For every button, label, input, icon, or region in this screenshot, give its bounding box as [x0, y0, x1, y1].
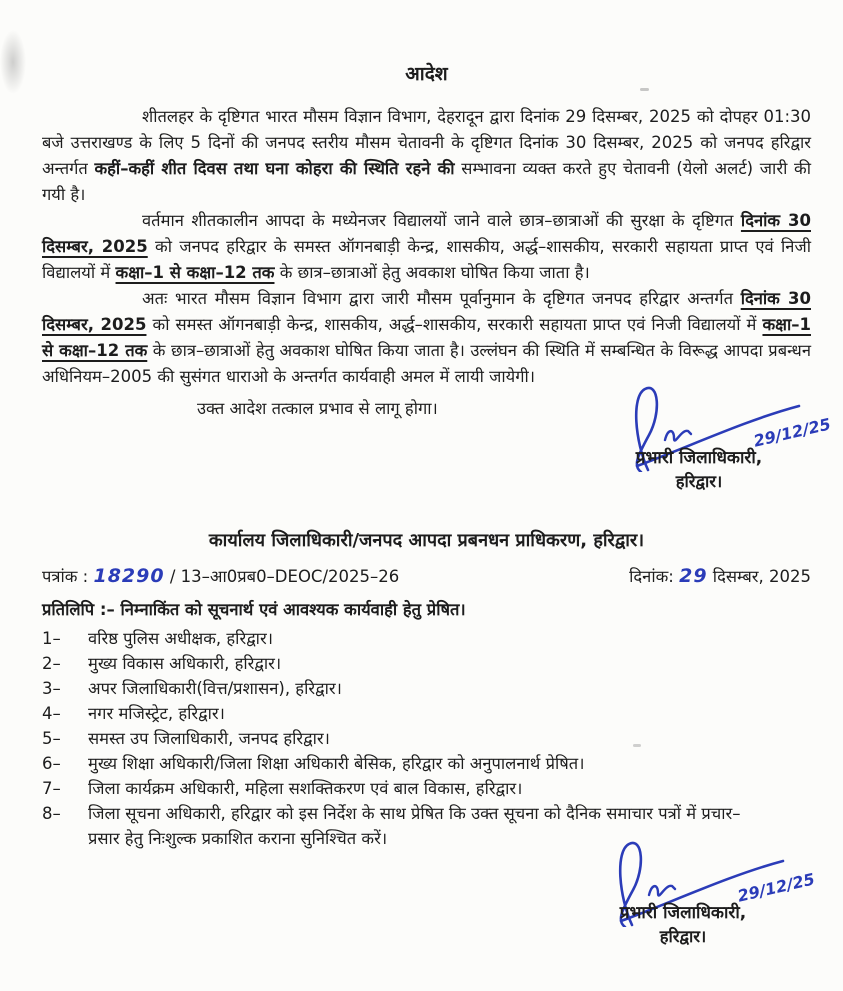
para3-text: अतः भारत मौसम विज्ञान विभाग द्वारा जारी मौसम पूर्वानुमान के दृष्टिगत जनपद हरिद्वार अन्तर्गत: [142, 289, 741, 308]
list-item: [42, 751, 811, 776]
letter-number-suffix: / 13–आ0प्रब0–DEOC/2025–26: [169, 567, 400, 586]
para3-text-mid: को समस्त ऑगनबाड़ी केन्द्र, शासकीय, अर्द्ध–शासकीय, सरकारी सहायता प्राप्त एवं निजी विद्यालयों में: [146, 315, 763, 334]
item-text: नगर मजिस्ट्रेट, हरिद्वार।: [88, 704, 225, 723]
letter-date-group: [629, 563, 811, 590]
office-heading: कार्यालय जिलाधिकारी/जनपद आपदा प्रबनधन प्राधिकरण, हरिद्वार।: [208, 530, 645, 551]
handwritten-letter-day: 29: [679, 565, 708, 587]
signatory-place: हरिद्वार।: [675, 472, 723, 491]
list-item: [42, 651, 811, 676]
item-text: समस्त उप जिलाधिकारी, जनपद हरिद्वार।: [88, 729, 330, 748]
document-title: आदेश: [405, 63, 448, 85]
list-item: [42, 776, 811, 801]
letter-number-group: [42, 563, 399, 590]
item-text: जिला सूचना अधिकारी, हरिद्वार को इस निर्देश के साथ प्रेषित कि उक्त सूचना को दैनिक समाचार पत्रों में प्रचार–प्रसार हेतु निःशुल्क प्रकाशित कराना सुनिश्चित करें।: [88, 804, 741, 848]
letter-number-label: पत्रांक :: [42, 567, 89, 586]
list-item: [42, 676, 811, 701]
paragraph-holiday-declaration: [42, 208, 811, 286]
reference-row: [42, 563, 811, 590]
signature-block-top: [573, 380, 833, 494]
closing-line: उक्त आदेश तत्काल प्रभाव से लागू होगा।: [197, 399, 438, 418]
closing-and-signature-row: [42, 396, 833, 514]
item-number: 5–: [42, 729, 61, 748]
signature-block-bottom: [557, 835, 817, 949]
para2-underlined-date: दिनांक 30 दिसम्बर, 2025: [42, 211, 811, 256]
handwritten-signature-date: 29/12/25: [735, 869, 817, 906]
para2-text-end: के छात्र–छात्राओं हेतु अवकाश घोषित किया जाता है।: [274, 263, 590, 282]
item-text: अपर जिलाधिकारी(वित्त/प्रशासन), हरिद्वार।: [88, 679, 342, 698]
item-number: 6–: [42, 754, 61, 773]
scan-artifact: [640, 88, 649, 91]
para2-text: वर्तमान शीतकालीन आपदा के मध्येनजर विद्यालयों जाने वाले छात्र–छात्राओं की सुरक्षा के दृष्टिगत: [142, 211, 741, 230]
handwritten-signature-date: 29/12/25: [751, 414, 833, 451]
letter-date-text: दिसम्बर, 2025: [712, 567, 811, 586]
item-text: वरिष्ठ पुलिस अधीक्षक, हरिद्वार।: [88, 629, 273, 648]
list-item: [42, 626, 811, 651]
item-text: मुख्य शिक्षा अधिकारी/जिला शिक्षा अधिकारी बेसिक, हरिद्वार को अनुपालनार्थ प्रेषित।: [88, 754, 585, 773]
signatory-place: हरिद्वार।: [659, 927, 707, 946]
item-number: 8–: [42, 804, 61, 823]
item-text: मुख्य विकास अधिकारी, हरिद्वार।: [88, 654, 282, 673]
para3-text-end: के छात्र–छात्राओं हेतु अवकाश घोषित किया जाता है। उल्लंघन की स्थिति में सम्बन्धित के विरूद्ध आपदा प्रबन्धन अधिनियम–2005 की सुसंगत धाराओ के अन्तर्गत कार्यवाही अमल में लायी जायेगी।: [42, 341, 811, 386]
para2-underlined-classes: कक्षा–1 से कक्षा–12 तक: [115, 263, 275, 282]
signatory-designation: प्रभारी जिलाधिकारी,: [635, 448, 763, 468]
paragraph-order-and-penalty: [42, 286, 811, 390]
copy-to-intro: प्रतिलिपि :– निम्नाकिंत को सूचनार्थ एवं आवश्यक कार्यवाही हेतु प्रेषित।: [42, 600, 466, 619]
copy-to-list: [42, 626, 811, 851]
para3-underlined-classes: कक्षा–1 से कक्षा–12 तक: [42, 315, 811, 360]
para1-text: शीतलहर के दृष्टिगत भारत मौसम विज्ञान विभाग, देहरादून द्वारा दिनांक 29 दिसम्बर, 2025 को दोपहर 01:30 बजे उत्तराखण्ड के लिए 5 दिनों की जनपद स्तरीय मौसम चेतावनी के दृष्टिगत दिनांक 30 दिसम्बर, 2025 को जनपद हरिद्वार अन्तर्गत: [42, 107, 811, 178]
para1-text-end: सम्भावना व्यक्त करते हुए चेतावनी (येलो अलर्ट) जारी की गयी है।: [42, 159, 811, 204]
signatory-designation: प्रभारी जिलाधिकारी,: [619, 903, 747, 923]
item-text: जिला कार्यक्रम अधिकारी, महिला सशक्तिकरण एवं बाल विकास, हरिद्वार।: [88, 779, 523, 798]
paragraph-weather-warning: [42, 104, 811, 208]
para2-text-mid: को जनपद हरिद्वार के समस्त ऑगनबाड़ी केन्द्र, शासकीय, अर्द्ध–शासकीय, सरकारी सहायता प्राप्त एवं निजी विद्यालयों में: [42, 237, 811, 282]
item-number: 7–: [42, 779, 61, 798]
para3-underlined-date: दिनांक 30 दिसम्बर, 2025: [42, 289, 811, 334]
letter-date-label: दिनांक:: [629, 567, 674, 586]
para1-bold-cold-day-fog: कहीं–कहीं शीत दिवस तथा घना कोहरा की स्थिति रहने की: [94, 159, 455, 178]
item-number: 4–: [42, 704, 61, 723]
item-number: 2–: [42, 654, 61, 673]
item-number: 3–: [42, 679, 61, 698]
item-number: 1–: [42, 629, 61, 648]
scan-artifact: [633, 744, 641, 747]
handwritten-letter-number: 18290: [93, 565, 165, 587]
list-item: [42, 701, 811, 726]
list-item: [42, 726, 811, 751]
